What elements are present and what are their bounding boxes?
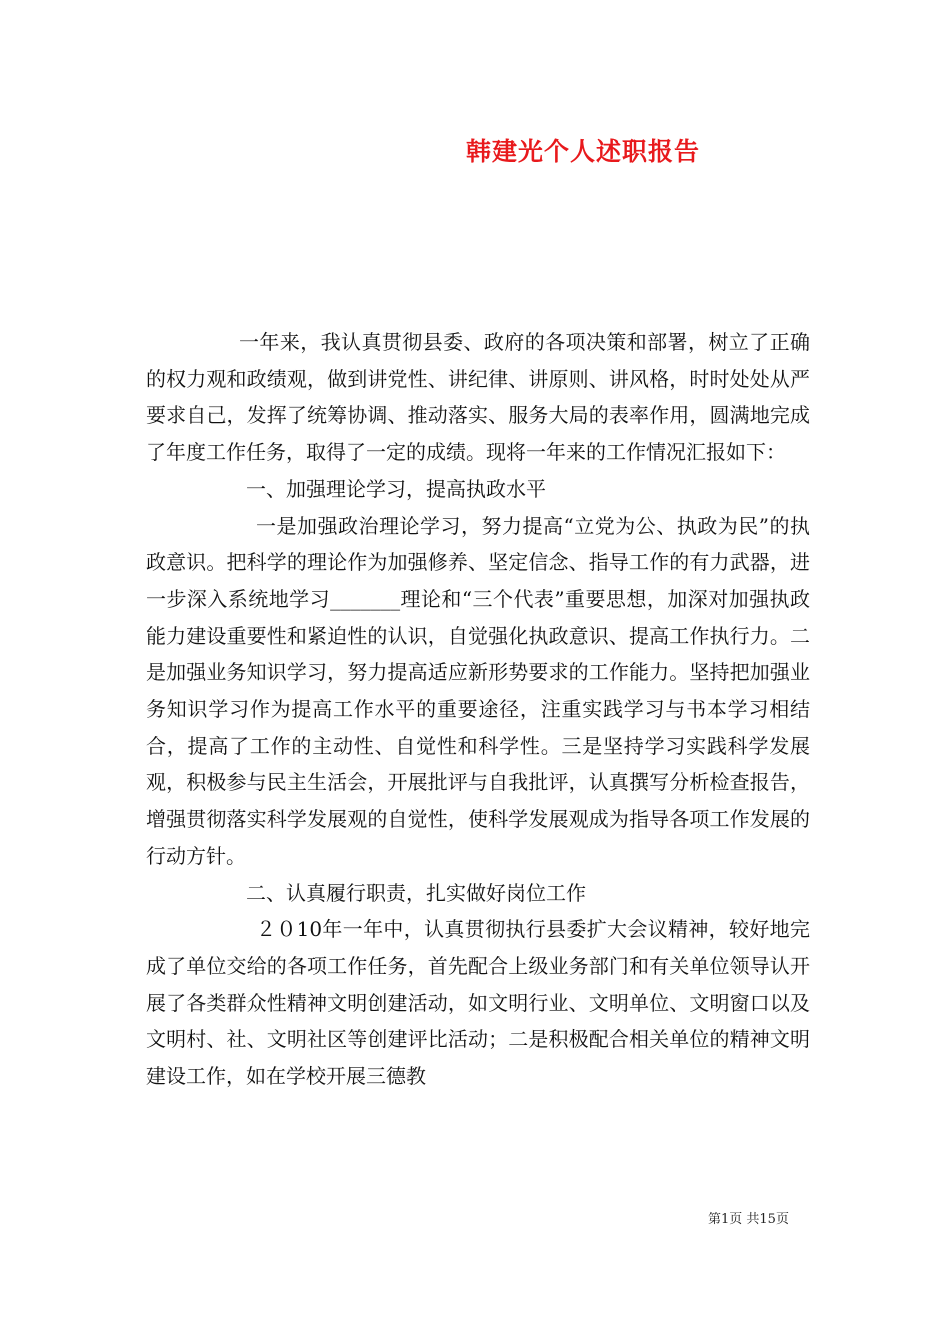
document-title: 韩建光个人述职报告 [465,137,700,166]
intro-paragraph: 一年来，我认真贯彻县委、政府的各项决策和部署，树立了正确的权力观和政绩观，做到讲党性、讲纪律、讲原则、讲风格，时时处处从严要求自己，发挥了统筹协调、推动落实、服务大局的表率作用，圆满地完成了年度工作任务，取得了一定的成绩。现将一年来的工作情况汇报如下： [146,330,810,465]
section-heading-2: 二、认真履行职责，扎实做好岗位工作 [246,880,586,905]
section-1-paragraph: 一是加强政治理论学习，努力提高“立党为公、执政为民”的执政意识。把科学的理论作为加强修养、坚定信念、指导工作的有力武器，进一步深入系统地学习_______理论和“三个代表”重要思想，加深对加强执政能力建设重要性和紧迫性的认识，自觉强化执政意识、提高工作执行力。二是加强业务知识学习，努力提高适应新形势要求的工作能力。坚持把加强业务知识学习作为提高工作水平的重要途径，注重实践学习与书本学习相结合，提高了工作的主动性、自觉性和科学性。三是坚持学习实践科学发展观，积极参与民主生活会，开展批评与自我批评，认真撰写分析检查报告，增强贯彻落实科学发展观的自觉性，使科学发展观成为指导各项工作发展的行动方针。 [146,513,810,868]
section-heading-1: 一、加强理论学习，提高执政水平 [246,476,546,501]
page-number-footer: 第1页 共15页 [708,1212,789,1227]
section-2-paragraph: ２０10年一年中，认真贯彻执行县委扩大会议精神，较好地完成了单位交给的各项工作任务，首先配合上级业务部门和有关单位领导认开展了各类群众性精神文明创建活动，如文明行业、文明单位、文明窗口以及文明村、社、文明社区等创建评比活动；二是积极配合相关单位的精神文明建设工作，如在学校开展三德教 [146,917,810,1089]
document-body [146,324,810,1095]
